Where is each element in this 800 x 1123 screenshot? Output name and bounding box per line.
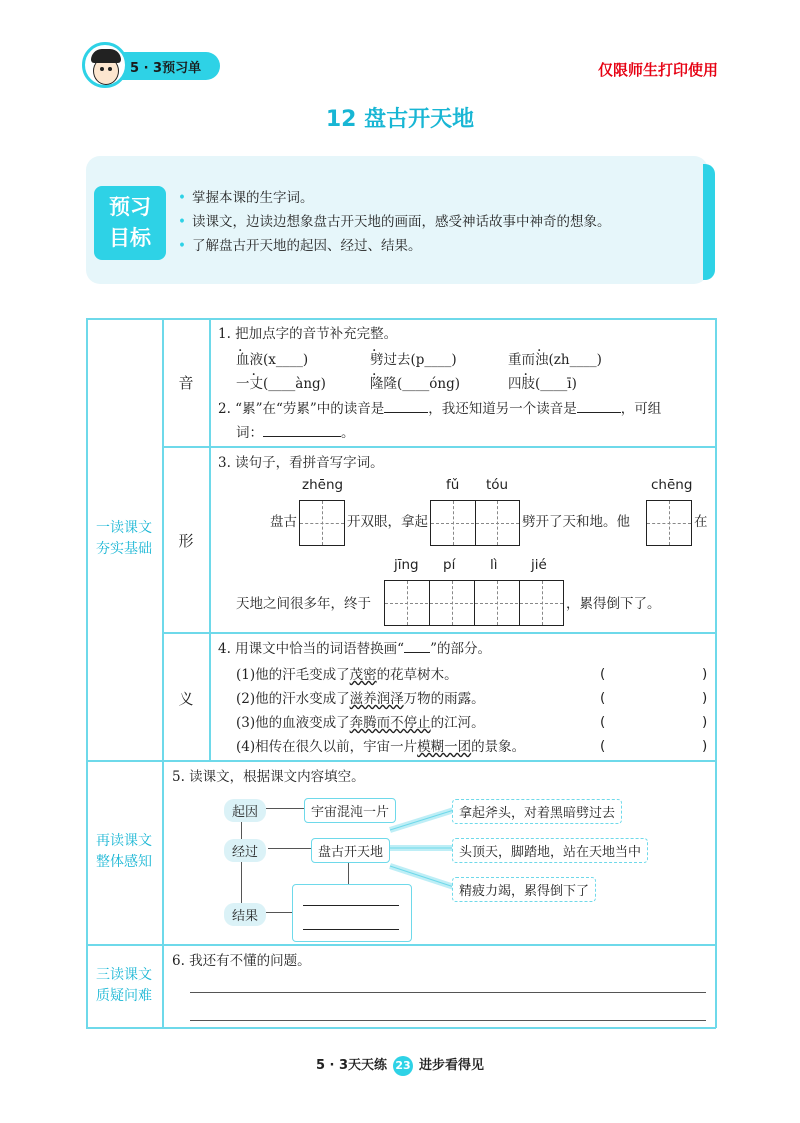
pinyin-label: jīng — [394, 557, 419, 573]
q4-item: (3)他的血液变成了奔腾而不停止的江河。 — [236, 715, 485, 731]
objective-item: • 了解盘古开天地的起因、经过、结果。 — [178, 238, 422, 254]
q5-prompt: 5. 读课文，根据课文内容填空。 — [172, 769, 365, 785]
pinyin-label: lì — [490, 557, 498, 573]
q1-item: 劈过去(p____) — [370, 352, 457, 368]
q3-prompt: 3. 读句子，看拼音写字词。 — [218, 455, 384, 471]
q4-prompt: 4. 用课文中恰当的词语替换画“ ”的部分。 — [218, 641, 491, 657]
writing-grid[interactable] — [384, 580, 564, 626]
answer-paren-left: ( — [600, 714, 606, 730]
section-label-first-reading: 一读课文 夯实基础 — [96, 520, 152, 557]
q1-item: 一丈(____àng) — [236, 376, 326, 392]
footer-left: 5 · 3天天练 — [315, 1058, 388, 1073]
footer — [0, 1054, 800, 1076]
node-branch: 拿起斧头，对着黑暗劈过去 — [452, 799, 622, 824]
q1-item: 重而浊(zh____) — [508, 352, 602, 368]
q4-item: (4)相传在很久以前，宇宙一片模糊一团的景象。 — [236, 739, 526, 755]
answer-box[interactable] — [292, 884, 412, 942]
q1-item: 隆隆(____óng) — [370, 376, 460, 392]
pinyin-label: pí — [443, 557, 456, 573]
node-branch: 精疲力竭，累得倒下了 — [452, 877, 596, 902]
node-result: 结果 — [224, 903, 266, 926]
writing-line[interactable] — [190, 992, 706, 993]
answer-paren-left: ( — [600, 738, 606, 754]
q2-question-cont: 词： 。 — [236, 425, 355, 441]
answer-paren-right: ) — [702, 690, 708, 706]
answer-paren-right: ) — [702, 714, 708, 730]
objectives-badge: 预习 目标 — [94, 186, 166, 260]
node-center: 盘古开天地 — [311, 838, 390, 863]
branch-lines — [388, 805, 458, 890]
series-label: 5 · 3预习单 — [130, 61, 202, 76]
writing-grid[interactable] — [430, 500, 520, 546]
print-notice: 仅限师生打印使用 — [597, 61, 718, 79]
q2-blank[interactable] — [263, 436, 341, 437]
answer-paren-left: ( — [600, 666, 606, 682]
answer-paren-left: ( — [600, 690, 606, 706]
q3-sentence-text: 劈开了天和地。他 — [522, 514, 630, 530]
node-cause-text: 宇宙混沌一片 — [304, 798, 396, 823]
q3-sentence-text: 天地之间很多年，终于 — [236, 596, 371, 612]
objective-item: • 掌握本课的生字词。 — [178, 190, 314, 206]
writing-line[interactable] — [190, 1020, 706, 1021]
q1-item: 四肢(____ī) — [508, 376, 577, 392]
q3-sentence-text: ，累得倒下了。 — [566, 596, 661, 612]
sub-label-meaning: 义 — [178, 690, 194, 708]
q1-prompt: 1. 把加点字的音节补充完整。 — [218, 326, 398, 342]
q2-blank[interactable] — [384, 412, 428, 413]
objective-item: • 读课文，边读边想象盘古开天地的画面，感受神话故事中神奇的想象。 — [178, 214, 611, 230]
writing-grid[interactable] — [646, 500, 692, 546]
pinyin-label: fǔ — [446, 477, 460, 493]
objectives-list — [178, 186, 610, 258]
q3-sentence-text: 盘古 — [270, 514, 297, 530]
q2-blank[interactable] — [577, 412, 621, 413]
lesson-title: 12 盘古开天地 — [325, 107, 475, 132]
q4-item: (1)他的汗毛变成了茂密的花草树木。 — [236, 667, 458, 683]
node-cause: 起因 — [224, 799, 266, 822]
objectives-accent — [703, 164, 715, 280]
q4-item: (2)他的汗水变成了滋养润泽万物的雨露。 — [236, 691, 485, 707]
pinyin-label: chēng — [651, 477, 693, 493]
sub-label-sound: 音 — [178, 374, 194, 392]
pinyin-label: zhēng — [302, 477, 344, 493]
q3-sentence-text: 在 — [694, 514, 708, 530]
q3-sentence-text: 开双眼，拿起 — [347, 514, 428, 530]
q1-item: 血液(x____) — [236, 352, 309, 368]
answer-paren-right: ) — [702, 738, 708, 754]
node-process: 经过 — [224, 839, 266, 862]
page-number: 23 — [393, 1056, 413, 1076]
footer-right: 进步看得见 — [419, 1058, 485, 1073]
node-branch: 头顶天，脚踏地，站在天地当中 — [452, 838, 648, 863]
sub-label-shape: 形 — [178, 532, 194, 550]
pinyin-label: jié — [531, 557, 547, 573]
q2-question: 2. “累”在“劳累”中的读音是 ，我还知道另一个读音是 ，可组 — [218, 401, 662, 417]
pinyin-label: tóu — [486, 477, 509, 493]
mascot-icon — [82, 42, 128, 88]
section-label-third-reading: 三读课文 质疑问难 — [96, 967, 152, 1004]
q6-prompt: 6. 我还有不懂的问题。 — [172, 953, 311, 969]
section-label-second-reading: 再读课文 整体感知 — [96, 833, 152, 870]
writing-grid[interactable] — [299, 500, 345, 546]
answer-paren-right: ) — [702, 666, 708, 682]
